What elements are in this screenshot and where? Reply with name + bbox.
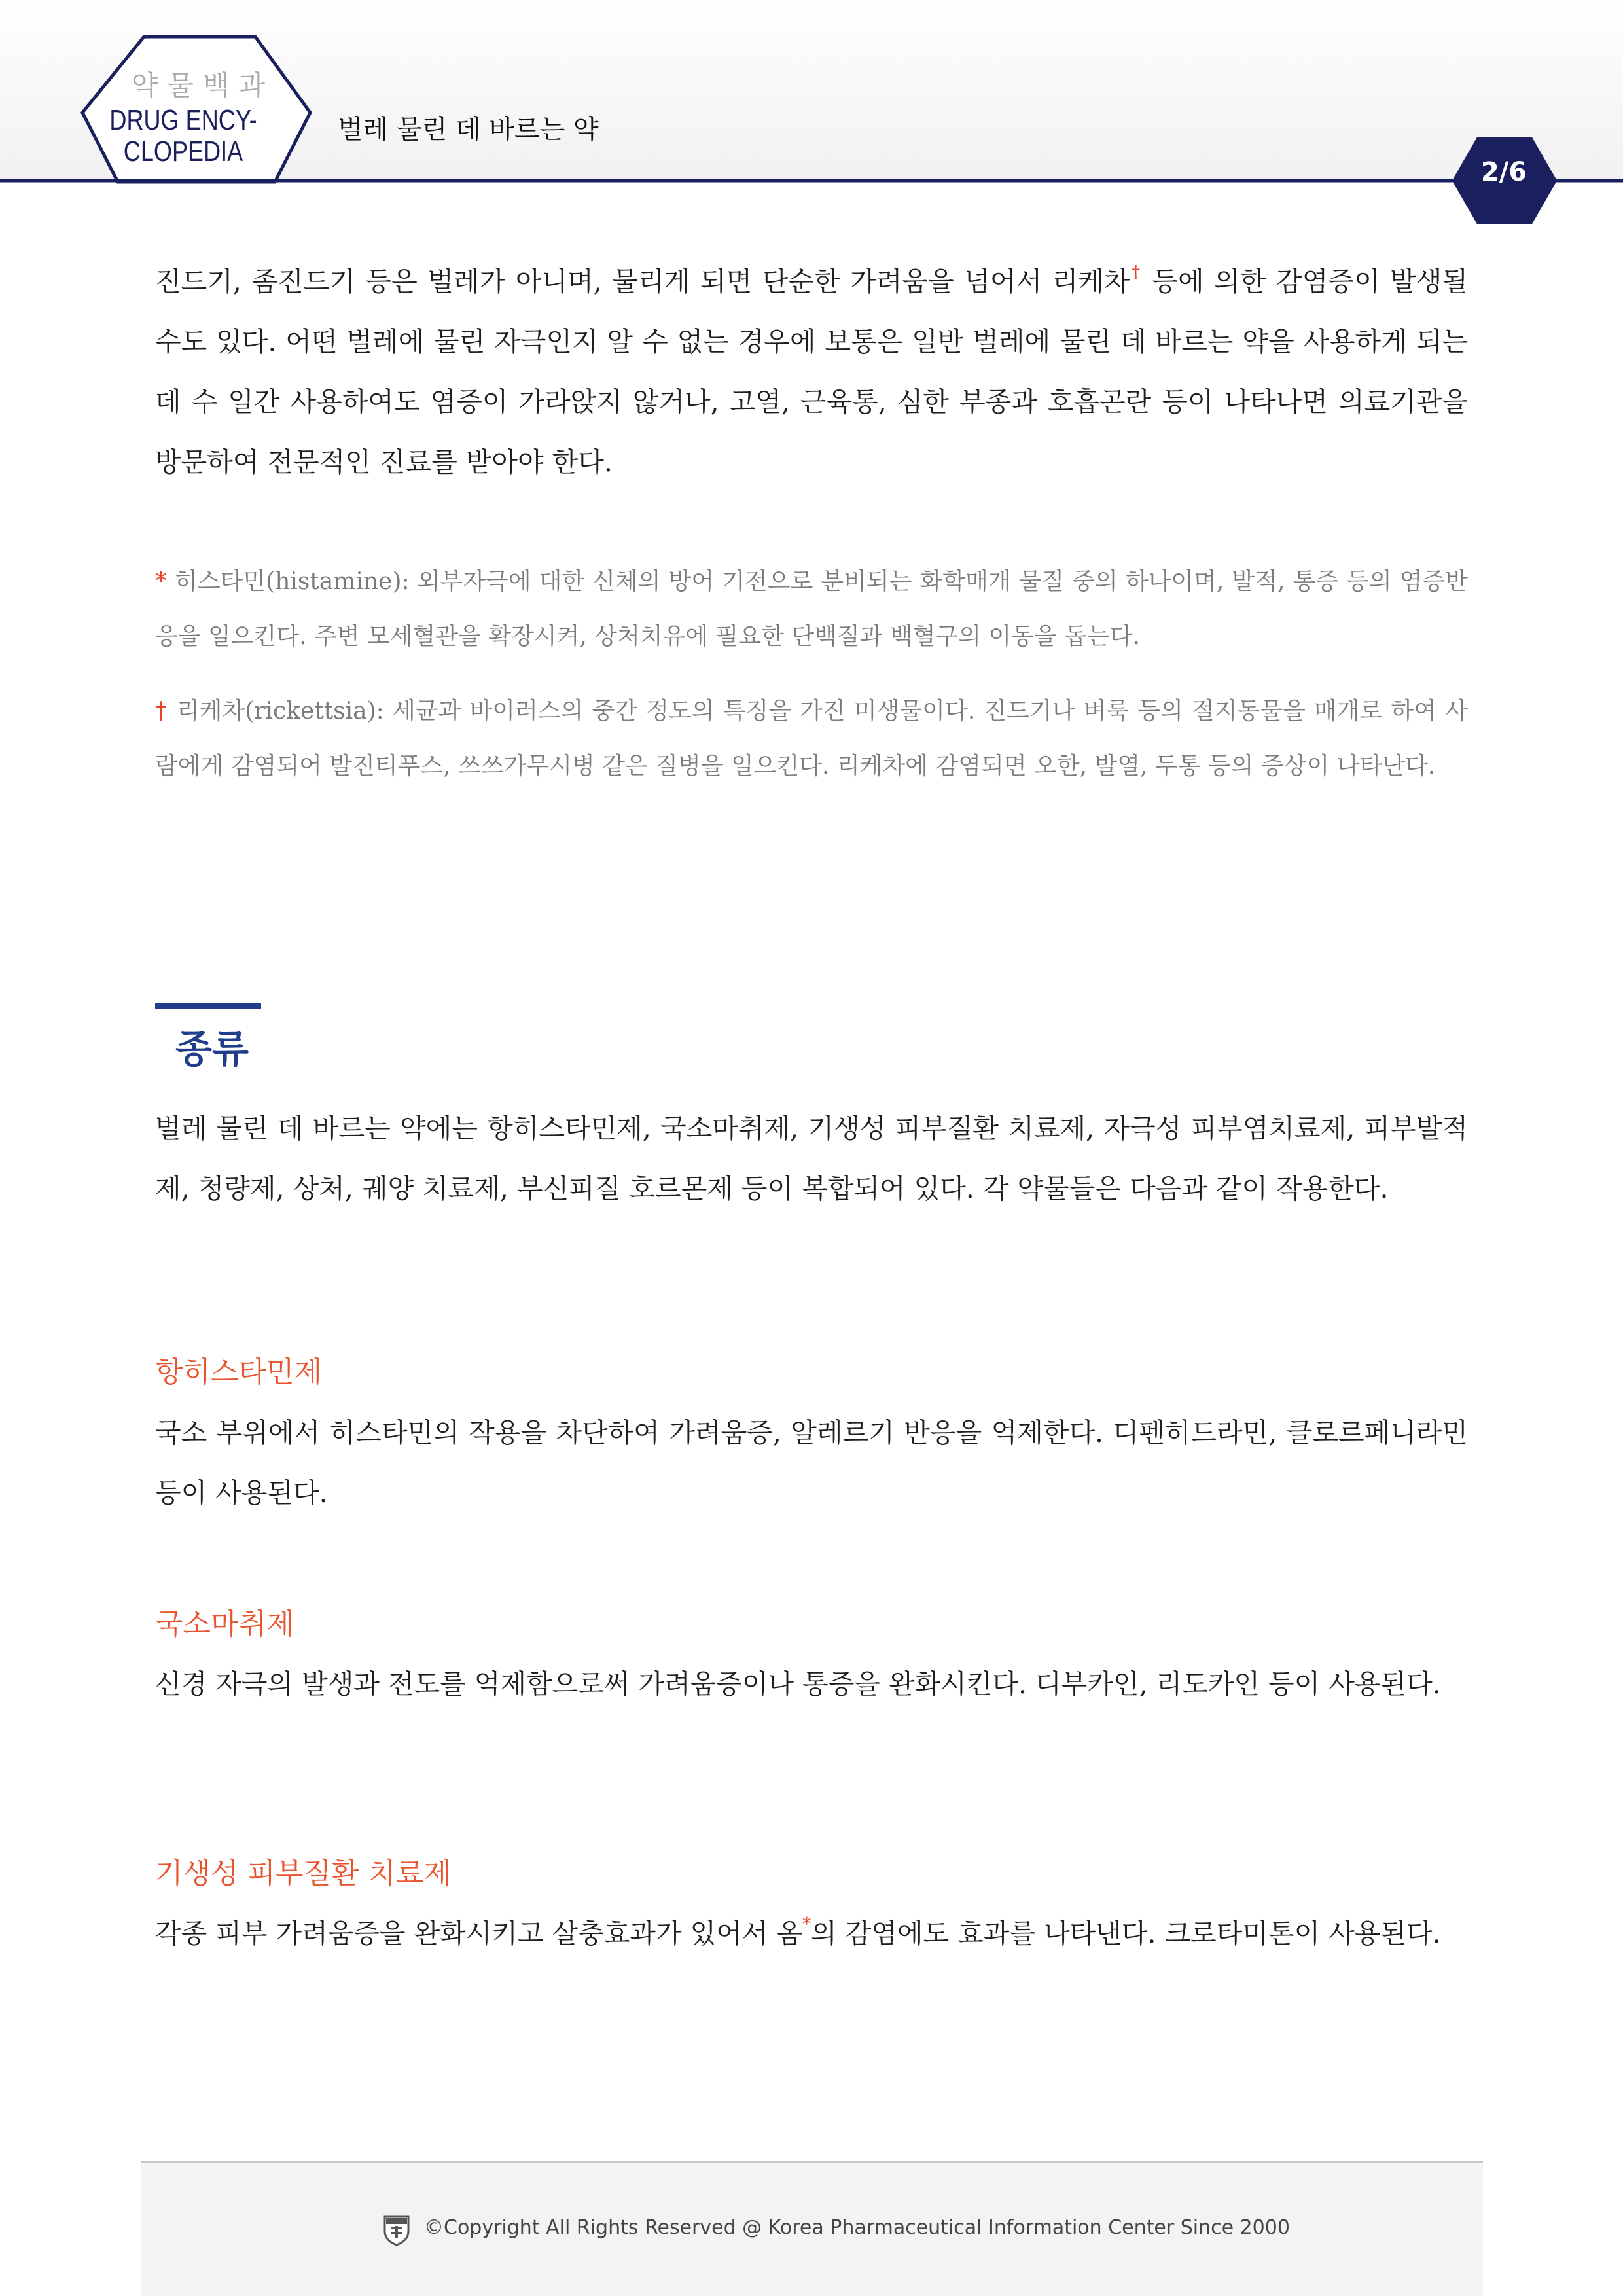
intro-paragraph xyxy=(155,251,1468,492)
asterisk-mark: * xyxy=(155,568,167,595)
footnote-histamine xyxy=(155,554,1468,664)
logo-english-line1: DRUG ENCY- xyxy=(109,104,257,136)
intro-text-part1: 진드기, 좀진드기 등은 벌레가 아니며, 물리게 되면 단순한 가려움을 넘어서 리케차 xyxy=(155,266,1130,297)
subsection-body-parasitic-skin xyxy=(155,1903,1468,1964)
logo-korean: 약물백과 xyxy=(131,69,275,101)
subsection-title-antihistamine: 항히스타민제 xyxy=(155,1355,323,1389)
copyright-text: ©Copyright All Rights Reserved @ Korea Pharmaceutical Information Center Since 2000 xyxy=(424,2216,1290,2239)
section-title: 종류 xyxy=(175,1027,249,1071)
dagger-mark: † xyxy=(1130,262,1142,282)
document-title: 벌레 물린 데 바르는 약 xyxy=(338,115,599,145)
subsection-body-local-anesthetic: 신경 자극의 발생과 전도를 억제함으로써 가려움증이나 통증을 완화시킨다. 디부카인, 리도카인 등이 사용된다. xyxy=(155,1668,1441,1700)
logo-english-line2: CLOPEDIA xyxy=(123,135,243,168)
logo-english xyxy=(103,105,264,168)
dagger-mark: † xyxy=(155,698,168,725)
footnote-histamine-text: 히스타민(histamine): 외부자극에 대한 신체의 방어 기전으로 분비되는 화학매개 물질 중의 하나이며, 발적, 통증 등의 염증반응을 일으킨다. 주변 모세혈관을 확장시켜, 상처치유에 필요한 단백질과 백혈구의 이동을 돕는다. xyxy=(155,568,1468,650)
subsection-body-antihistamine: 국소 부위에서 히스타민의 작용을 차단하여 가려움증, 알레르기 반응을 억제한다. 디펜히드라민, 클로르페니라민 등이 사용된다. xyxy=(155,1417,1468,1509)
parasitic-text-part1: 각종 피부 가려움증을 완화시키고 살충효과가 있어서 옴 xyxy=(155,1918,803,1949)
subsection-title-local-anesthetic: 국소마취제 xyxy=(155,1607,294,1641)
parasitic-text-part2: 의 감염에도 효과를 나타낸다. 크로타미톤이 사용된다. xyxy=(811,1918,1441,1949)
footnote-rickettsia xyxy=(155,684,1468,794)
section-intro: 벌레 물린 데 바르는 약에는 항히스타민제, 국소마취제, 기생성 피부질환 치료제, 자극성 피부염치료제, 피부발적제, 청량제, 상처, 궤양 치료제, 부신피질 호르몬제 등이 복합되어 있다. 각 약물들은 다음과 같이 작용한다. xyxy=(155,1113,1468,1204)
asterisk-mark: * xyxy=(802,1914,812,1934)
emblem-icon xyxy=(382,2214,411,2246)
subsection-title-parasitic-skin: 기생성 피부질환 치료제 xyxy=(155,1857,452,1890)
footnote-rickettsia-text: 리케차(rickettsia): 세균과 바이러스의 중간 정도의 특징을 가진 미생물이다. 진드기나 벼룩 등의 절지동물을 매개로 하여 사람에게 감염되어 발진티푸스, 쓰쓰가무시병 같은 질병을 일으킨다. 리케차에 감염되면 오한, 발열, 두통 등의 증상이 나타난다. xyxy=(155,698,1469,780)
intro-text-part2: 등에 의한 감염증이 발생될 수도 있다. 어떤 벌레에 물린 자극인지 알 수 없는 경우에 보통은 일반 벌레에 물린 데 바르는 약을 사용하게 되는데 수 일간 사용하여도 염증이 가라앉지 않거나, 고열, 근육통, 심한 부종과 호흡곤란 등이 나타나면 의료기관을 방문하여 전문적인 진료를 받아야 한다. xyxy=(155,266,1469,478)
section-title-bar xyxy=(155,1003,261,1009)
page-number: 2/6 xyxy=(1480,157,1527,187)
